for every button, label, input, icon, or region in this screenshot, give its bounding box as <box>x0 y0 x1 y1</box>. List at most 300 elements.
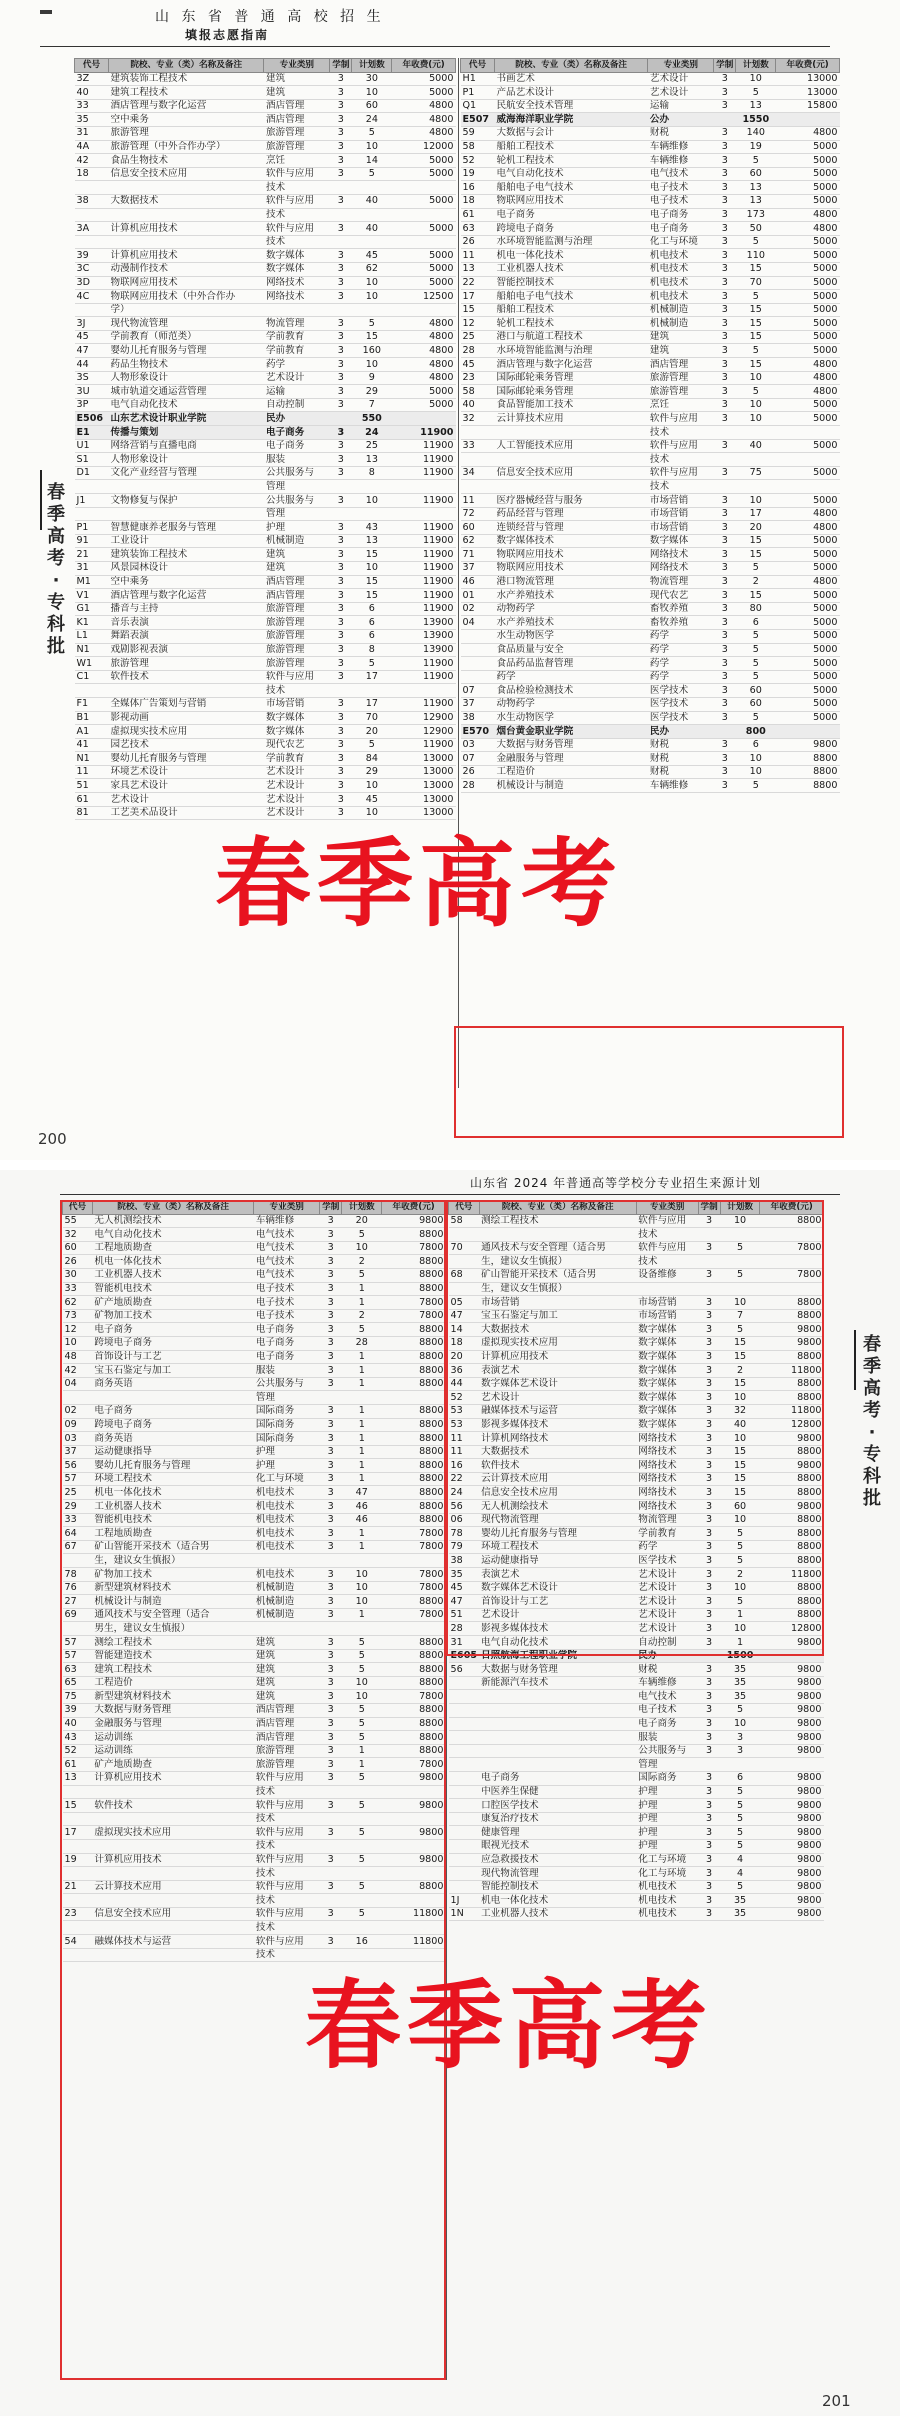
table-row <box>75 385 456 399</box>
table-cell: 旅游管理（中外合作办学） <box>108 140 264 154</box>
table-cell: 28 <box>461 779 495 793</box>
table-cell: 46 <box>342 1513 382 1527</box>
table-cell: 软件与应用 <box>254 1907 320 1921</box>
table-cell: 智慧健康养老服务与管理 <box>108 521 264 535</box>
table-cell: 软件与应用 <box>254 1771 320 1785</box>
table-cell: 10 <box>720 1513 760 1527</box>
table-row <box>75 752 456 766</box>
table-cell: 软件技术 <box>108 670 264 684</box>
table-cell: 9800 <box>760 1771 824 1785</box>
table-cell: 1500 <box>720 1649 760 1663</box>
table-cell: 市场营销 <box>479 1296 636 1310</box>
column-header: 代号 <box>461 59 495 73</box>
table-cell: 70 <box>352 711 392 725</box>
table-cell <box>714 113 736 127</box>
table-row <box>461 358 840 372</box>
table-cell: E570 <box>461 725 495 739</box>
table-cell: 10 <box>736 72 776 86</box>
table-row <box>75 194 456 208</box>
table-cell: 6 <box>352 616 392 630</box>
school-row <box>75 412 456 426</box>
table-cell: 物联网应用技术 <box>108 276 264 290</box>
table-cell: 公共服务与 <box>636 1744 698 1758</box>
table-cell: 6 <box>720 1771 760 1785</box>
table-cell: 64 <box>63 1527 93 1541</box>
table-cell: 5000 <box>392 249 456 263</box>
table-cell: 9800 <box>760 1839 824 1853</box>
table-cell: 8800 <box>760 1513 824 1527</box>
table-cell: 3 <box>698 1663 720 1677</box>
table-cell: 5 <box>342 1853 382 1867</box>
table-cell: 1 <box>720 1636 760 1650</box>
table-cell: 5000 <box>776 466 840 480</box>
table-cell: 8800 <box>382 1418 446 1432</box>
table-cell: 42 <box>63 1364 93 1378</box>
table-cell <box>776 113 840 127</box>
table-cell: 40 <box>352 194 392 208</box>
table-cell: 环境工程技术 <box>92 1472 253 1486</box>
table-cell: 7800 <box>382 1608 446 1622</box>
table-cell: 57 <box>63 1472 93 1486</box>
table-cell <box>330 235 352 249</box>
table-row <box>75 534 456 548</box>
table-cell: 3 <box>330 99 352 113</box>
table-cell: 60 <box>352 99 392 113</box>
table-cell: 药品生物技术 <box>108 358 264 372</box>
table-cell: 68 <box>449 1268 480 1282</box>
table-cell: 设备维修 <box>636 1268 698 1282</box>
table-cell: 计算机应用技术 <box>108 222 264 236</box>
table-cell: 22 <box>461 276 495 290</box>
table-cell: 3 <box>330 344 352 358</box>
table-cell <box>75 507 109 521</box>
table-cell: 3 <box>720 1744 760 1758</box>
table-cell: 数字媒体 <box>636 1336 698 1350</box>
table-cell: 73 <box>63 1309 93 1323</box>
table-cell: 24 <box>352 426 392 440</box>
table-row <box>449 1717 824 1731</box>
table-row <box>75 154 456 168</box>
table-cell: 3 <box>714 222 736 236</box>
table-cell: 3 <box>714 194 736 208</box>
column-header: 年收费(元) <box>392 59 456 73</box>
table-cell: 04 <box>63 1377 93 1391</box>
guide-page-201 <box>0 1170 900 2416</box>
table-cell <box>714 480 736 494</box>
table-cell: 旅游管理 <box>264 643 330 657</box>
table-cell: 医学技术 <box>636 1554 698 1568</box>
table-cell: 3 <box>330 426 352 440</box>
table-cell: 4800 <box>392 344 456 358</box>
table-cell: 5000 <box>776 194 840 208</box>
table-cell: 5000 <box>776 412 840 426</box>
table-cell: 5000 <box>776 398 840 412</box>
table-cell: 3 <box>714 167 736 181</box>
table-cell: 15 <box>736 358 776 372</box>
table-cell: 51 <box>75 779 109 793</box>
column-header: 院校、专业（类）名称及备注 <box>108 59 264 73</box>
table-cell: 应急救援技术 <box>479 1853 636 1867</box>
table-cell: 建筑 <box>254 1663 320 1677</box>
table-cell: 3 <box>698 1867 720 1881</box>
table-cell: 8800 <box>382 1676 446 1690</box>
table-cell: 车辆维修 <box>648 154 714 168</box>
page-header-title: 山 东 省 普 通 高 校 招 生 <box>155 9 385 25</box>
table-cell: 3 <box>330 521 352 535</box>
table-cell: 数字媒体 <box>648 534 714 548</box>
table-cell: 9800 <box>760 1432 824 1446</box>
table-row <box>461 480 840 494</box>
table-cell: 3 <box>698 1323 720 1337</box>
table-cell: 3 <box>698 1676 720 1690</box>
table-cell: 17 <box>352 697 392 711</box>
table-cell: 文物修复与保护 <box>108 494 264 508</box>
table-cell: 软件与应用 <box>254 1935 320 1949</box>
table-cell: 5000 <box>776 181 840 195</box>
table-row <box>461 548 840 562</box>
table-cell: 160 <box>352 344 392 358</box>
table-row <box>461 643 840 657</box>
table-cell: 1 <box>342 1296 382 1310</box>
table-row <box>461 507 840 521</box>
table-cell: 3 <box>320 1513 342 1527</box>
table-cell: 47 <box>449 1595 480 1609</box>
table-cell: 无人机测绘技术 <box>479 1500 636 1514</box>
table-cell: W1 <box>75 657 109 671</box>
table-cell: 机电技术 <box>254 1527 320 1541</box>
table-cell: 3 <box>714 235 736 249</box>
table-cell: 32 <box>461 412 495 426</box>
table-cell: 26 <box>461 235 495 249</box>
table-cell: 连锁经营与管理 <box>494 521 647 535</box>
table-cell: 8800 <box>776 779 840 793</box>
table-cell <box>330 684 352 698</box>
table-cell: 智能建造技术 <box>92 1649 253 1663</box>
table-cell: 29 <box>63 1500 93 1514</box>
table-cell: 融媒体技术与运营 <box>479 1404 636 1418</box>
table-cell: 运动健康指导 <box>479 1554 636 1568</box>
table-cell: 20 <box>352 725 392 739</box>
table-row <box>75 738 456 752</box>
table-cell <box>479 1690 636 1704</box>
table-cell: 03 <box>63 1432 93 1446</box>
table-cell: 9800 <box>760 1785 824 1799</box>
table-cell: 15 <box>720 1472 760 1486</box>
table-cell: 传播与策划 <box>108 426 264 440</box>
table-cell: 新能源汽车技术 <box>479 1676 636 1690</box>
table-row <box>449 1880 824 1894</box>
table-cell <box>449 1717 480 1731</box>
table-cell: 14 <box>449 1323 480 1337</box>
table-cell: 影视动画 <box>108 711 264 725</box>
table-cell: 8800 <box>382 1663 446 1677</box>
table-cell <box>449 1867 480 1881</box>
table-cell: 5 <box>720 1595 760 1609</box>
table-cell: 550 <box>352 412 392 426</box>
table-cell: 3J <box>75 317 109 331</box>
table-cell: 3 <box>320 1744 342 1758</box>
table-cell <box>720 1758 760 1772</box>
table-cell: 1 <box>342 1758 382 1772</box>
table-cell: 3 <box>330 657 352 671</box>
table-cell: 15 <box>352 548 392 562</box>
table-cell: 63 <box>461 222 495 236</box>
table-cell: 15 <box>63 1799 93 1813</box>
table-cell: 机电技术 <box>636 1880 698 1894</box>
table-cell: 5000 <box>776 494 840 508</box>
table-cell: 护理 <box>636 1812 698 1826</box>
table-cell: 城市轨道交通运营管理 <box>108 385 264 399</box>
table-row <box>449 1676 824 1690</box>
table-cell: 3 <box>330 249 352 263</box>
table-cell <box>108 480 264 494</box>
table-cell: 09 <box>63 1418 93 1432</box>
table-cell: 12000 <box>392 140 456 154</box>
table-cell: 护理 <box>254 1459 320 1473</box>
table-cell: 3 <box>714 616 736 630</box>
table-cell: 5000 <box>776 154 840 168</box>
table-cell: 8800 <box>382 1500 446 1514</box>
table-cell: 29 <box>352 765 392 779</box>
table-cell: 3 <box>698 1214 720 1228</box>
table-cell: 软件与应用 <box>264 167 330 181</box>
table-cell: 数字媒体艺术设计 <box>479 1581 636 1595</box>
table-cell: 机电技术 <box>254 1540 320 1554</box>
table-cell: 3 <box>714 412 736 426</box>
table-cell: 电子技术 <box>254 1296 320 1310</box>
table-cell: 15 <box>352 589 392 603</box>
table-row <box>461 262 840 276</box>
highlight-box-left <box>60 1200 446 2380</box>
table-cell: 技术 <box>264 684 330 698</box>
table-cell: 智能控制技术 <box>479 1880 636 1894</box>
table-cell: 康复治疗技术 <box>479 1812 636 1826</box>
table-cell: 3 <box>320 1771 342 1785</box>
column-header: 年收费(元) <box>760 1201 824 1215</box>
table-cell: 财税 <box>648 765 714 779</box>
table-cell: 58 <box>449 1214 480 1228</box>
table-cell <box>330 181 352 195</box>
table-cell <box>479 1703 636 1717</box>
table-cell <box>392 235 456 249</box>
table-cell: 5000 <box>776 657 840 671</box>
table-cell: 71 <box>461 548 495 562</box>
table-cell: 建筑 <box>254 1636 320 1650</box>
table-cell: 电子商务 <box>648 222 714 236</box>
table-cell: 3 <box>698 1432 720 1446</box>
table-cell: 37 <box>63 1445 93 1459</box>
table-cell: 3 <box>698 1880 720 1894</box>
table-cell: 02 <box>461 602 495 616</box>
table-cell: 60 <box>736 697 776 711</box>
table-cell: 水生动物医学 <box>494 629 647 643</box>
table-cell: 机电技术 <box>636 1907 698 1921</box>
table-cell: 化工与环境 <box>636 1853 698 1867</box>
table-cell: 8 <box>352 466 392 480</box>
table-cell: 50 <box>736 222 776 236</box>
table-cell: 3 <box>698 1622 720 1636</box>
table-cell: 84 <box>352 752 392 766</box>
table-row <box>75 235 456 249</box>
table-cell: 15 <box>736 262 776 276</box>
table-cell: J1 <box>75 494 109 508</box>
table-cell: 5 <box>736 344 776 358</box>
table-cell: 13 <box>736 99 776 113</box>
table-cell: 40 <box>352 222 392 236</box>
table-cell: 运动训练 <box>92 1744 253 1758</box>
table-cell: 15 <box>736 330 776 344</box>
table-cell <box>352 684 392 698</box>
table-cell: 全媒体广告策划与营销 <box>108 697 264 711</box>
table-cell: 国际商务 <box>636 1771 698 1785</box>
table-cell: 5 <box>342 1880 382 1894</box>
table-cell: 4800 <box>392 113 456 127</box>
table-row <box>75 575 456 589</box>
table-cell: 化工与环境 <box>636 1867 698 1881</box>
table-cell: L1 <box>75 629 109 643</box>
table-cell: 旅游管理 <box>648 371 714 385</box>
table-row <box>461 657 840 671</box>
table-cell: 58 <box>461 385 495 399</box>
table-cell: 软件技术 <box>479 1459 636 1473</box>
table-cell: 护理 <box>636 1839 698 1853</box>
table-cell: 13000 <box>776 86 840 100</box>
table-cell <box>449 1853 480 1867</box>
table-cell: 5000 <box>776 235 840 249</box>
table-cell: 10 <box>736 371 776 385</box>
table-cell: 15 <box>736 303 776 317</box>
table-cell: 5000 <box>776 697 840 711</box>
table-cell: 市场营销 <box>648 494 714 508</box>
table-cell: 3 <box>698 1445 720 1459</box>
table-row <box>75 86 456 100</box>
table-cell: 智能机电技术 <box>92 1513 253 1527</box>
table-cell: 15 <box>736 548 776 562</box>
table-cell: 婴幼儿托育服务与管理 <box>92 1459 253 1473</box>
table-cell: 35 <box>720 1907 760 1921</box>
table-cell: 11900 <box>392 521 456 535</box>
table-cell: 机械制造 <box>254 1595 320 1609</box>
table-cell: 5000 <box>392 398 456 412</box>
table-cell <box>392 208 456 222</box>
table-row <box>449 1839 824 1853</box>
table-cell: 15 <box>720 1377 760 1391</box>
table-cell: 3 <box>330 154 352 168</box>
table-cell: 17 <box>352 670 392 684</box>
table-cell: 民办 <box>264 412 330 426</box>
table-cell: 8800 <box>382 1717 446 1731</box>
table-row <box>75 697 456 711</box>
table-cell: 文化产业经营与管理 <box>108 466 264 480</box>
table-cell: 公办 <box>648 113 714 127</box>
plan-table-left <box>74 58 456 820</box>
table-cell: 3 <box>330 670 352 684</box>
table-cell: 10 <box>352 290 392 304</box>
table-row <box>449 1799 824 1813</box>
table-row <box>461 154 840 168</box>
table-cell: 56 <box>449 1500 480 1514</box>
table-cell: 酒店管理 <box>264 589 330 603</box>
table-cell: 网络技术 <box>636 1432 698 1446</box>
table-cell: 学前教育 <box>264 752 330 766</box>
table-row <box>461 670 840 684</box>
table-cell: 人物形象设计 <box>108 371 264 385</box>
table-row <box>75 167 456 181</box>
table-cell: 医学技术 <box>648 711 714 725</box>
table-cell <box>392 684 456 698</box>
table-cell: 表演艺术 <box>479 1568 636 1582</box>
table-cell: 12900 <box>392 725 456 739</box>
table-cell: 5000 <box>776 439 840 453</box>
table-row <box>449 1894 824 1908</box>
table-cell: 3 <box>320 1241 342 1255</box>
table-cell: 3 <box>320 1432 342 1446</box>
table-cell: 食品质量与安全 <box>494 643 647 657</box>
table-cell: 5000 <box>776 643 840 657</box>
table-cell: 3 <box>714 303 736 317</box>
table-row <box>75 222 456 236</box>
table-cell: 3 <box>320 1676 342 1690</box>
table-cell <box>461 426 495 440</box>
table-cell: 8800 <box>382 1228 446 1242</box>
table-cell: 智能控制技术 <box>494 276 647 290</box>
table-cell: 13000 <box>392 765 456 779</box>
table-cell: 16 <box>449 1459 480 1473</box>
table-cell: 45 <box>75 330 109 344</box>
table-cell: 服装 <box>254 1364 320 1378</box>
table-cell: 矿产地质勘查 <box>92 1296 253 1310</box>
table-row <box>461 752 840 766</box>
table-cell: 22 <box>449 1472 480 1486</box>
table-cell: 38 <box>449 1554 480 1568</box>
table-cell: 11900 <box>392 575 456 589</box>
table-row <box>75 643 456 657</box>
table-cell <box>108 181 264 195</box>
table-cell: 76 <box>63 1581 93 1595</box>
table-cell: 3 <box>320 1907 342 1921</box>
table-cell: 5 <box>736 290 776 304</box>
table-cell: 3 <box>320 1459 342 1473</box>
table-row <box>449 1907 824 1921</box>
table-cell: 服装 <box>636 1731 698 1745</box>
table-cell: 10 <box>352 494 392 508</box>
table-cell: 57 <box>63 1636 93 1650</box>
table-cell: 计算机应用技术 <box>108 249 264 263</box>
table-cell: 4800 <box>392 358 456 372</box>
table-cell: 57 <box>63 1649 93 1663</box>
table-cell: 建筑 <box>648 344 714 358</box>
table-cell <box>461 629 495 643</box>
table-cell: 70 <box>736 276 776 290</box>
table-cell: 4800 <box>392 371 456 385</box>
table-cell: 技术 <box>254 1867 320 1881</box>
table-cell: 艺术设计 <box>648 86 714 100</box>
table-cell: 140 <box>736 126 776 140</box>
table-cell: 3 <box>698 1241 720 1255</box>
table-cell: 技术 <box>254 1894 320 1908</box>
table-cell: 旅游管理 <box>254 1744 320 1758</box>
table-row <box>461 86 840 100</box>
table-cell: 5 <box>720 1703 760 1717</box>
table-cell: 现代物流管理 <box>479 1867 636 1881</box>
table-cell: 软件与应用 <box>636 1241 698 1255</box>
table-row <box>75 602 456 616</box>
column-header: 学制 <box>320 1201 342 1215</box>
table-cell: 物联网应用技术 <box>494 194 647 208</box>
table-cell: 3 <box>720 1731 760 1745</box>
table-cell: 5 <box>736 779 776 793</box>
table-cell <box>392 181 456 195</box>
